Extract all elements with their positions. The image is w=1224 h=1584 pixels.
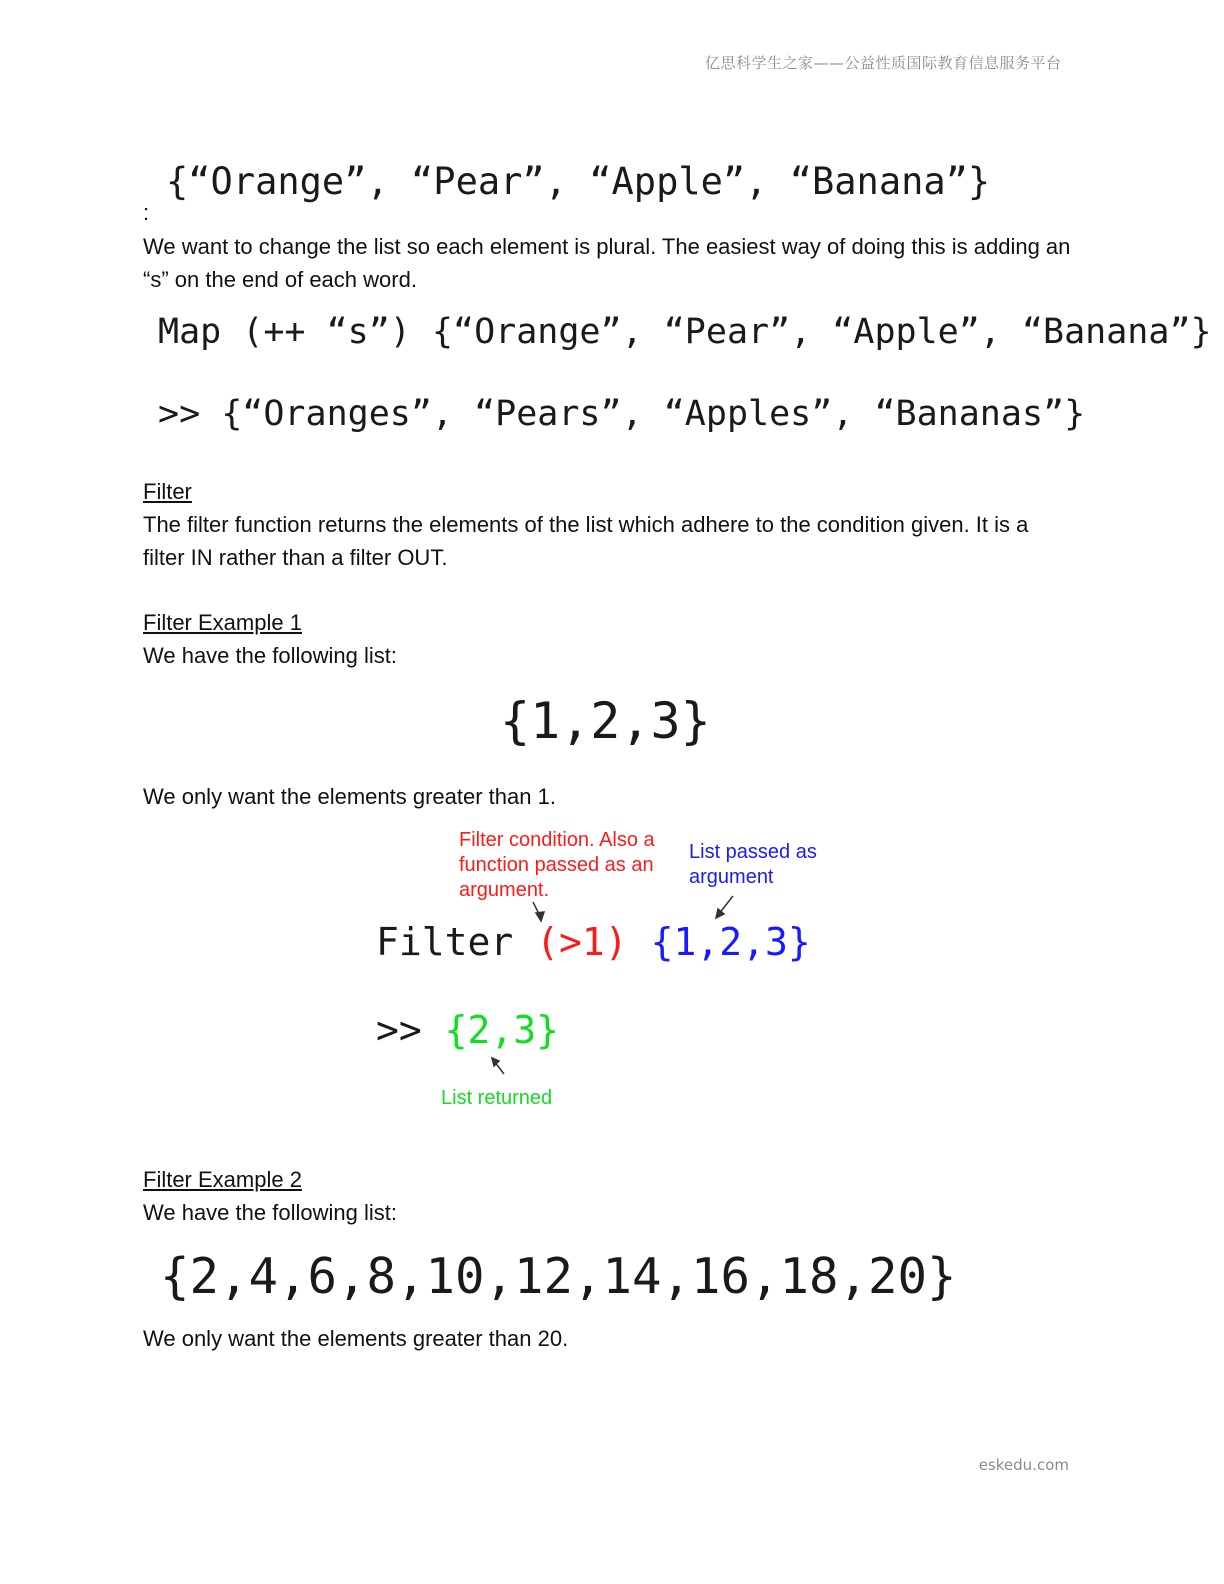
- filter-result: {2,3}: [444, 1008, 560, 1052]
- filter-example-1-goal: We only want the elements greater than 1.: [143, 784, 556, 809]
- filter-code-line: [376, 920, 811, 964]
- annotation-list-argument: List passed as argument: [689, 841, 817, 888]
- filter-example-2-heading: Filter Example 2: [143, 1167, 302, 1192]
- arrow-to-list-head: [716, 909, 724, 918]
- filter-result-line: [376, 1008, 559, 1052]
- filter-heading: Filter: [143, 479, 192, 504]
- filter-list-argument: {1,2,3}: [650, 920, 811, 964]
- example-1-list-code: {1,2,3}: [500, 692, 711, 750]
- filter-example-1-heading: Filter Example 1: [143, 610, 302, 635]
- map-intro-text: We want to change the list so each element is plural. The easiest way of doing this is adding an “s” on the end of each word.: [143, 234, 1071, 292]
- filter-keyword: Filter: [376, 920, 514, 964]
- map-result-code: >> {“Oranges”, “Pears”, “Apples”, “Bananas”}: [158, 394, 1086, 434]
- result-prompt: >>: [376, 1008, 422, 1052]
- annotation-filter-condition: Filter condition. Also a function passed as an argument.: [459, 829, 655, 901]
- annotation-list-returned: List returned: [441, 1087, 553, 1109]
- footer-site: eskedu.com: [978, 1456, 1069, 1474]
- stray-colon: :: [143, 200, 150, 225]
- arrow-from-result-head: [492, 1058, 499, 1066]
- filter-example-1-intro: We have the following list:: [143, 643, 397, 668]
- header-watermark: 亿思科学生之家——公益性质国际教育信息服务平台: [705, 54, 1062, 72]
- example-2-list-code: {2,4,6,8,10,12,14,16,18,20}: [160, 1248, 957, 1305]
- filter-example-2-intro: We have the following list:: [143, 1200, 397, 1225]
- filter-condition: (>1): [536, 920, 628, 964]
- filter-description: The filter function returns the elements of the list which adhere to the condition given. It is a filter IN rather than a filter OUT.: [143, 512, 1029, 570]
- filter-example-2-goal: We only want the elements greater than 20.: [143, 1326, 569, 1351]
- map-code: Map (++ “s”) {“Orange”, “Pear”, “Apple”, “Banana”}: [158, 312, 1212, 352]
- fruit-list-code: {“Orange”, “Pear”, “Apple”, “Banana”}: [166, 160, 991, 203]
